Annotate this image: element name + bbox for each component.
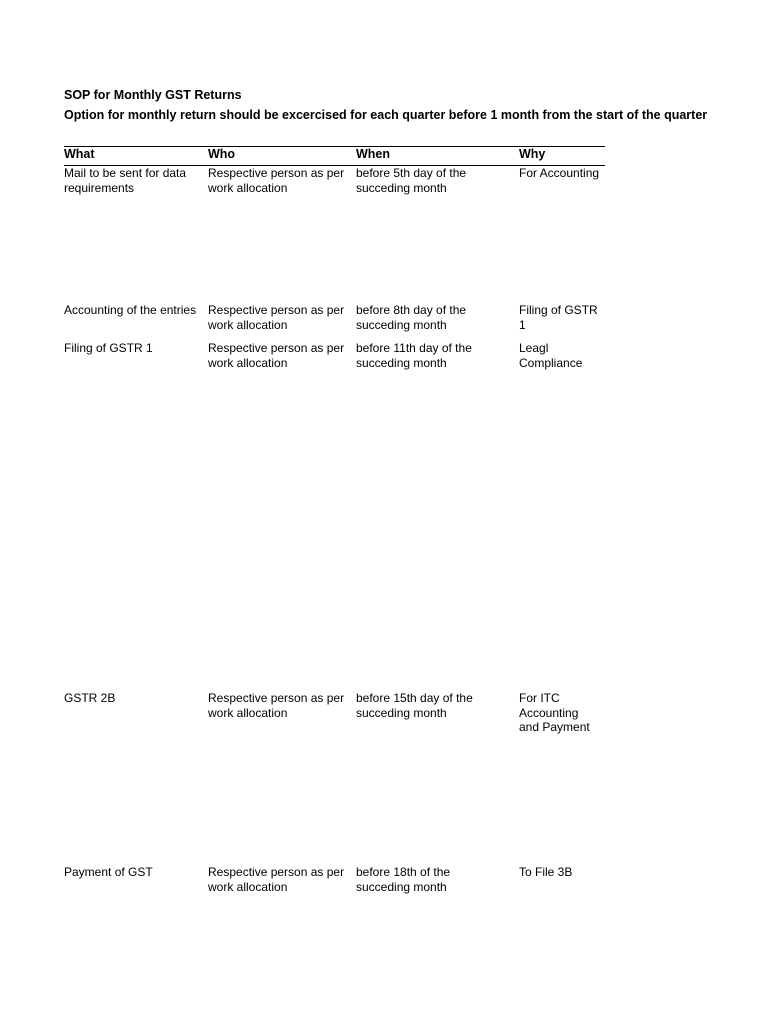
column-header-when: When: [356, 147, 391, 161]
print-area: [64, 0, 708, 1024]
table-cell-who: Respective person as per work allocation: [208, 865, 345, 894]
column-header-what: What: [64, 147, 95, 161]
table-cell-why: For Accounting: [519, 166, 600, 180]
table-cell-who: Respective person as per work allocation: [208, 341, 345, 370]
table-cell-what: Accounting of the entries: [64, 303, 197, 317]
table-cell-what: Mail to be sent for data requirements: [64, 166, 187, 195]
table-cell-why: Leagl Compliance: [519, 341, 583, 370]
table-cell-when: before 5th day of the succeding month: [356, 166, 467, 195]
table-cell-who: Respective person as per work allocation: [208, 691, 345, 720]
table-cell-what: Payment of GST: [64, 865, 153, 879]
table-cell-when: before 11th day of the succeding month: [356, 341, 472, 370]
table-cell-what: GSTR 2B: [64, 691, 116, 705]
document-title: SOP for Monthly GST Returns: [64, 88, 242, 102]
table-cell-when: before 8th day of the succeding month: [356, 303, 467, 332]
table-cell-when: before 15th day of the succeding month: [356, 691, 473, 720]
table-cell-who: Respective person as per work allocation: [208, 303, 345, 332]
table-cell-why: Filing of GSTR 1: [519, 303, 598, 332]
document-note: Option for monthly return should be excercised for each quarter before 1 month from the start of the quarter: [64, 108, 708, 122]
column-header-who: Who: [208, 147, 236, 161]
table-cell-what: Filing of GSTR 1: [64, 341, 153, 355]
table-cell-why: For ITC Accounting and Payment: [519, 691, 590, 734]
table-cell-who: Respective person as per work allocation: [208, 166, 345, 195]
column-header-why: Why: [519, 147, 546, 161]
table-cell-why: To File 3B: [519, 865, 573, 879]
table-cell-when: before 18th of the succeding month: [356, 865, 451, 894]
